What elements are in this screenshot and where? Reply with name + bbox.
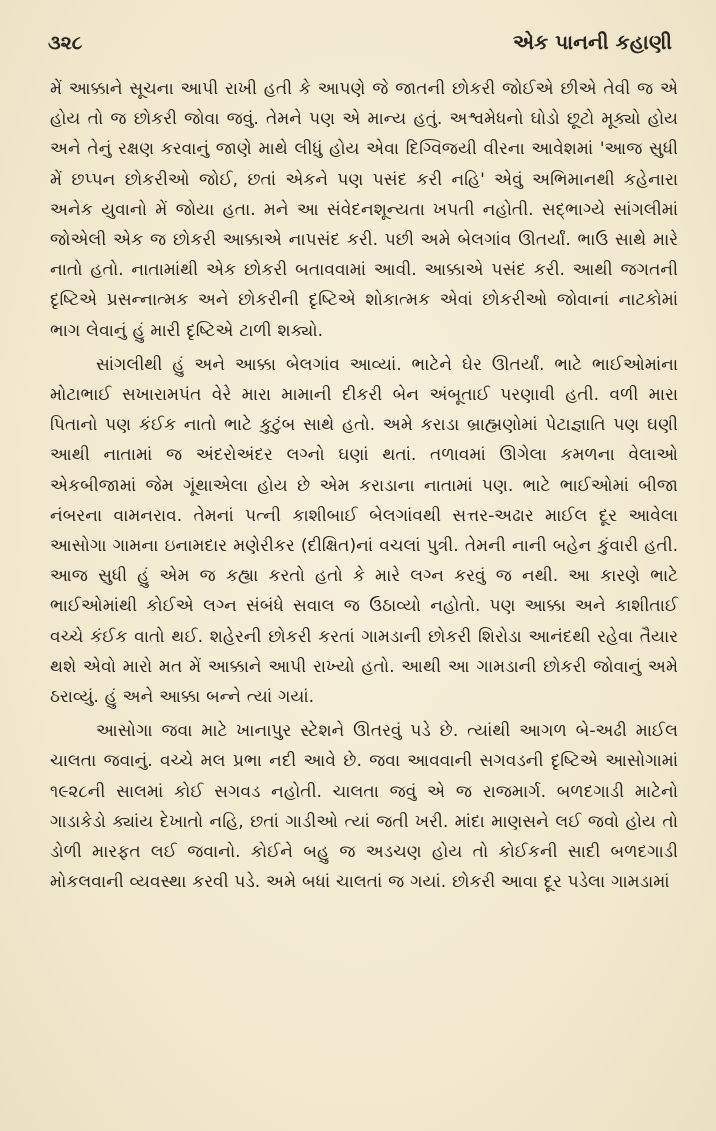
running-title: એક પાનની કહાણી [513, 30, 672, 54]
paragraph-2: સાંગલીથી હું અને આક્કા બેલગાંવ આવ્યાં. ભાટેને ઘેર ઊતર્યાં. ભાટે ભાઈઓમાંના મોટાભાઈ સખારામપંત વેરે મારા મામાની દીકરી બેન અંબૂતાઈ પરણાવી હતી. વળી મારા પિતાનો પણ કંઈક નાતો ભાટે કુટુંબ સાથે હતો. અમે કરાડા બ્રાહ્મણોમાં પેટાજ્ઞાતિ પણ ઘણી આથી નાતામાં જ અંદરોઅંદર લગ્નો ઘણાં થતાં. તળાવમાં ઊગેલા કમળના વેલાઓ એકબીજામાં જેમ ગૂંથાએલા હોય છે એમ કરાડાના નાતામાં પણ. ભાટે ભાઈઓમાં બીજા નંબરના વામનરાવ. તેમનાં પત્ની કાશીબાઈ બેલગાંવથી સત્તર-અઢાર માઈલ દૂર આવેલા આસોગા ગામના ઇનામદાર મણેરીકર (દીક્ષિત)નાં વચલાં પુત્રી. તેમની નાની બહેન કુંવારી હતી. આજ સુધી હું એમ જ કહ્યા કરતો હતો કે મારે લગ્ન કરવું જ નથી. આ કારણે ભાટે ભાઈઓમાંથી કોઈએ લગ્ન સંબંધે સવાલ જ ઉઠાવ્યો નહોતો. પણ આક્કા અને કાશીતાઈ વચ્ચે કંઈક વાતો થઈ. શહેરની છોકરી કરતાં ગામડાની છોકરી શિરોડા આનંદથી રહેવા તૈયાર થશે એવો મારો મત મેં આક્કાને આપી રાખ્યો હતો. આથી આ ગામડાની છોકરી જોવાનું અમે ઠરાવ્યું. હું અને આક્કા બન્ને ત્યાં ગયાં. [50, 354, 678, 708]
paragraph-1: મેં આક્કાને સૂચના આપી રાખી હતી કે આપણે જે જાતની છોકરી જોઈએ છીએ તેવી જ એ હોય તો જ છોકરી જોવા જવું. તેમને પણ એ માન્ય હતું. અશ્વમેધનો ઘોડો છૂટો મૂક્યો હોય અને તેનું રક્ષણ કરવાનું જાણે માથે લીધું હોય એવા દિગ્વિજયી વીરના આવેશમાં 'આજ સુધી મેં છપ્પન છોકરીઓ જોઈ, છતાં એકને પણ પસંદ કરી નહિ' એવું અભિમાનથી કહેનારા અનેક યુવાનો મેં જોયા હતા. મને આ સંવેદનશૂન્યતા ખપતી નહોતી. સદ્ભાગ્યે સાંગલીમાં જોએલી એક જ છોકરી આક્કાએ નાપસંદ કરી. પછી અમે બેલગાંવ ઊતર્યાં. ભાઉ સાથે મારે નાતો હતો. નાતામાંથી એક છોકરી બતાવવામાં આવી. આક્કાએ પસંદ કરી. આથી જગતની દૃષ્ટિએ પ્રસન્નાત્મક અને છોકરીની દૃષ્ટિએ શોકાત્મક એવાં છોકરીઓ જોવાનાં નાટકોમાં ભાગ લેવાનું હું મારી દૃષ્ટિએ ટાળી શક્યો. [50, 79, 678, 341]
body-text [50, 74, 678, 897]
paragraph-3: આસોગા જવા માટે ખાનાપુર સ્ટેશને ઊતરવું પડે છે. ત્યાંથી આગળ બે-અઢી માઈલ ચાલતા જવાનું. વચ્ચે મલ પ્રભા નદી આવે છે. જવા આવવાની સગવડની દૃષ્ટિએ આસોગામાં ૧૯૨૮ની સાલમાં કોઈ સગવડ નહોતી. ચાલતા જવું એ જ રાજમાર્ગ. બળદગાડી માટેનો ગાડાકેડો ક્યાંય દેખાતો નહિ, છતાં ગાડીઓ ત્યાં જતી ખરી. માંદા માણસને લઈ જવો હોય તો ડોળી મારફત લઈ જવાનો. કોઈને બહુ જ અડચણ હોય તો કોઈકની સાદી બળદગાડી મોકલવાની વ્યવસ્થા કરવી પડે. અમે બધાં ચાલતાં જ ગયાં. છોકરી આવા દૂર પડેલા ગામડામાં [50, 721, 678, 893]
page-header [48, 26, 672, 66]
page-number: ૩૨૮ [48, 32, 83, 54]
